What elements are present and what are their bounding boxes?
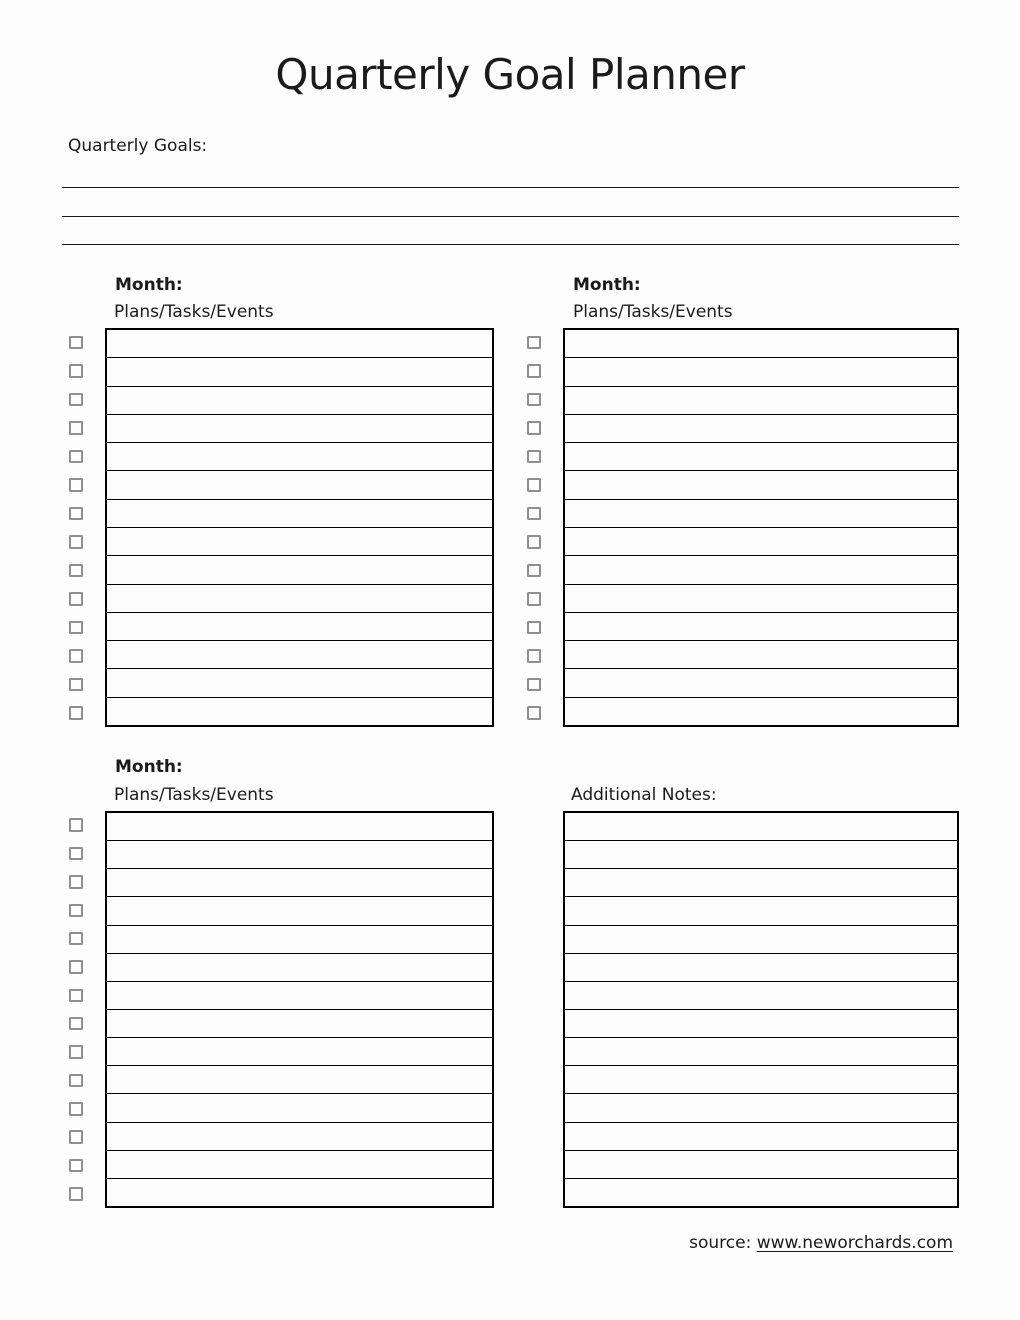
checkbox-cell (527, 528, 541, 557)
month-1-entry-table (105, 328, 494, 727)
checkbox-cell (69, 896, 83, 924)
checkbox-cell (69, 811, 83, 839)
entry-row-line[interactable] (107, 925, 492, 953)
entry-row-line[interactable] (565, 1065, 957, 1093)
quarterly-goals-lines (62, 187, 959, 246)
entry-row-line[interactable] (107, 584, 492, 612)
entry-row-line[interactable] (107, 527, 492, 555)
month-2-heading: Month: (573, 275, 641, 295)
goal-writing-line[interactable] (62, 187, 959, 188)
checkbox-cell (527, 414, 541, 443)
entry-row-line[interactable] (565, 386, 957, 414)
checkbox-cell (69, 924, 83, 952)
entry-row-line[interactable] (107, 813, 492, 840)
checkbox[interactable] (69, 1102, 83, 1116)
checkbox-cell (527, 556, 541, 585)
checkbox[interactable] (527, 592, 541, 606)
month-3-subheading: Plans/Tasks/Events (114, 785, 274, 805)
entry-row-line[interactable] (565, 584, 957, 612)
checkbox-cell (69, 868, 83, 896)
checkbox[interactable] (69, 1130, 83, 1144)
entry-row-line[interactable] (107, 1093, 492, 1121)
entry-row-line[interactable] (107, 470, 492, 498)
month-1-heading: Month: (115, 275, 183, 295)
entry-row-line[interactable] (107, 442, 492, 470)
entry-row-line[interactable] (107, 896, 492, 924)
checkbox[interactable] (69, 364, 83, 378)
entry-row-line[interactable] (565, 840, 957, 868)
checkbox-cell (527, 471, 541, 500)
month-3-entry-table (105, 811, 494, 1208)
entry-row-line[interactable] (107, 868, 492, 896)
checkbox-cell (69, 442, 83, 471)
entry-row-line[interactable] (565, 555, 957, 583)
checkbox-cell (69, 385, 83, 414)
entry-row-line[interactable] (565, 896, 957, 924)
entry-row-line[interactable] (107, 1037, 492, 1065)
checkbox[interactable] (527, 507, 541, 521)
entry-row-line[interactable] (565, 668, 957, 696)
checkbox[interactable] (69, 535, 83, 549)
checkbox[interactable] (527, 621, 541, 635)
entry-row-line[interactable] (565, 1093, 957, 1121)
checkbox-cell (69, 471, 83, 500)
entry-row-line[interactable] (565, 1122, 957, 1150)
entry-row-line[interactable] (107, 640, 492, 668)
checkbox-cell (527, 585, 541, 614)
checkbox[interactable] (69, 932, 83, 946)
goal-writing-line[interactable] (62, 244, 959, 245)
entry-row-line[interactable] (107, 1009, 492, 1037)
entry-row-line[interactable] (107, 1150, 492, 1178)
checkbox[interactable] (69, 649, 83, 663)
page-title: Quarterly Goal Planner (275, 50, 745, 99)
checkbox[interactable] (69, 507, 83, 521)
entry-row-line[interactable] (565, 470, 957, 498)
checkbox[interactable] (69, 678, 83, 692)
checkbox-cell (69, 1180, 83, 1208)
month-2-checkbox-column (527, 328, 541, 727)
goal-writing-line[interactable] (62, 216, 959, 217)
checkbox-cell (69, 499, 83, 528)
entry-row-line[interactable] (107, 414, 492, 442)
checkbox[interactable] (527, 450, 541, 464)
checkbox-cell (69, 953, 83, 981)
month-1-checkbox-column (69, 328, 83, 727)
entry-row-line[interactable] (565, 612, 957, 640)
checkbox-cell (69, 670, 83, 699)
entry-row-line[interactable] (107, 1178, 492, 1206)
checkbox[interactable] (527, 364, 541, 378)
checkbox-cell (69, 1066, 83, 1094)
checkbox-cell (69, 613, 83, 642)
checkbox[interactable] (69, 989, 83, 1003)
checkbox[interactable] (69, 592, 83, 606)
entry-row-line[interactable] (565, 442, 957, 470)
checkbox[interactable] (69, 960, 83, 974)
checkbox[interactable] (69, 621, 83, 635)
month-2-subheading: Plans/Tasks/Events (573, 302, 733, 322)
entry-row-line[interactable] (565, 527, 957, 555)
checkbox[interactable] (69, 1017, 83, 1031)
checkbox[interactable] (527, 336, 541, 350)
checkbox-cell (69, 981, 83, 1009)
checkbox-cell (527, 613, 541, 642)
checkbox-cell (69, 556, 83, 585)
entry-row-line[interactable] (565, 1037, 957, 1065)
checkbox-cell (527, 642, 541, 671)
entry-row-line[interactable] (107, 981, 492, 1009)
entry-row-line[interactable] (107, 386, 492, 414)
checkbox-cell (69, 357, 83, 386)
additional-notes-table (563, 811, 959, 1208)
month-3-checkbox-column (69, 811, 83, 1208)
checkbox[interactable] (527, 649, 541, 663)
entry-row-line[interactable] (565, 697, 957, 725)
entry-row-line[interactable] (565, 330, 957, 357)
checkbox-cell (527, 670, 541, 699)
checkbox-cell (527, 328, 541, 357)
checkbox[interactable] (69, 847, 83, 861)
entry-row-line[interactable] (107, 612, 492, 640)
checkbox-cell (527, 499, 541, 528)
checkbox-cell (69, 414, 83, 443)
checkbox[interactable] (69, 1187, 83, 1201)
entry-row-line[interactable] (565, 499, 957, 527)
source-prefix: source: (689, 1233, 757, 1253)
entry-row-line[interactable] (565, 1178, 957, 1206)
checkbox-cell (69, 328, 83, 357)
entry-row-line[interactable] (107, 840, 492, 868)
entry-row-line[interactable] (107, 357, 492, 385)
checkbox-cell (69, 1151, 83, 1179)
source-footer (689, 1233, 953, 1254)
entry-row-line[interactable] (107, 668, 492, 696)
checkbox-cell (69, 642, 83, 671)
entry-row-line[interactable] (565, 414, 957, 442)
checkbox[interactable] (527, 535, 541, 549)
checkbox-cell (527, 357, 541, 386)
checkbox-cell (69, 585, 83, 614)
checkbox-cell (69, 699, 83, 728)
entry-row-line[interactable] (565, 1150, 957, 1178)
entry-row-line[interactable] (107, 953, 492, 981)
month-1-subheading: Plans/Tasks/Events (114, 302, 274, 322)
checkbox[interactable] (69, 875, 83, 889)
checkbox[interactable] (69, 393, 83, 407)
checkbox-cell (69, 839, 83, 867)
entry-row-line[interactable] (107, 555, 492, 583)
checkbox[interactable] (527, 678, 541, 692)
checkbox[interactable] (527, 421, 541, 435)
entry-row-line[interactable] (565, 868, 957, 896)
checkbox[interactable] (69, 904, 83, 918)
checkbox[interactable] (69, 1074, 83, 1088)
checkbox-cell (69, 528, 83, 557)
entry-row-line[interactable] (565, 357, 957, 385)
checkbox-cell (527, 699, 541, 728)
entry-row-line[interactable] (107, 1122, 492, 1150)
entry-row-line[interactable] (565, 640, 957, 668)
entry-row-line[interactable] (107, 499, 492, 527)
additional-notes-heading: Additional Notes: (571, 785, 717, 805)
checkbox[interactable] (527, 393, 541, 407)
entry-row-line[interactable] (107, 330, 492, 357)
checkbox[interactable] (69, 706, 83, 720)
month-2-entry-table (563, 328, 959, 727)
checkbox-cell (527, 385, 541, 414)
month-3-heading: Month: (115, 757, 183, 777)
entry-row-line[interactable] (107, 697, 492, 725)
quarterly-goals-label: Quarterly Goals: (68, 136, 208, 156)
checkbox[interactable] (69, 1159, 83, 1173)
checkbox[interactable] (69, 478, 83, 492)
entry-row-line[interactable] (107, 1065, 492, 1093)
checkbox[interactable] (69, 1045, 83, 1059)
checkbox-cell (527, 442, 541, 471)
checkbox[interactable] (69, 818, 83, 832)
entry-row-line[interactable] (565, 813, 957, 840)
checkbox-cell (69, 1010, 83, 1038)
entry-row-line[interactable] (565, 953, 957, 981)
checkbox[interactable] (527, 564, 541, 578)
checkbox[interactable] (69, 450, 83, 464)
checkbox[interactable] (527, 478, 541, 492)
entry-row-line[interactable] (565, 981, 957, 1009)
checkbox-cell (69, 1095, 83, 1123)
checkbox-cell (69, 1038, 83, 1066)
checkbox[interactable] (527, 706, 541, 720)
checkbox-cell (69, 1123, 83, 1151)
entry-row-line[interactable] (565, 925, 957, 953)
source-link[interactable]: www.neworchards.com (756, 1233, 953, 1253)
checkbox[interactable] (69, 421, 83, 435)
entry-row-line[interactable] (565, 1009, 957, 1037)
checkbox[interactable] (69, 336, 83, 350)
checkbox[interactable] (69, 564, 83, 578)
